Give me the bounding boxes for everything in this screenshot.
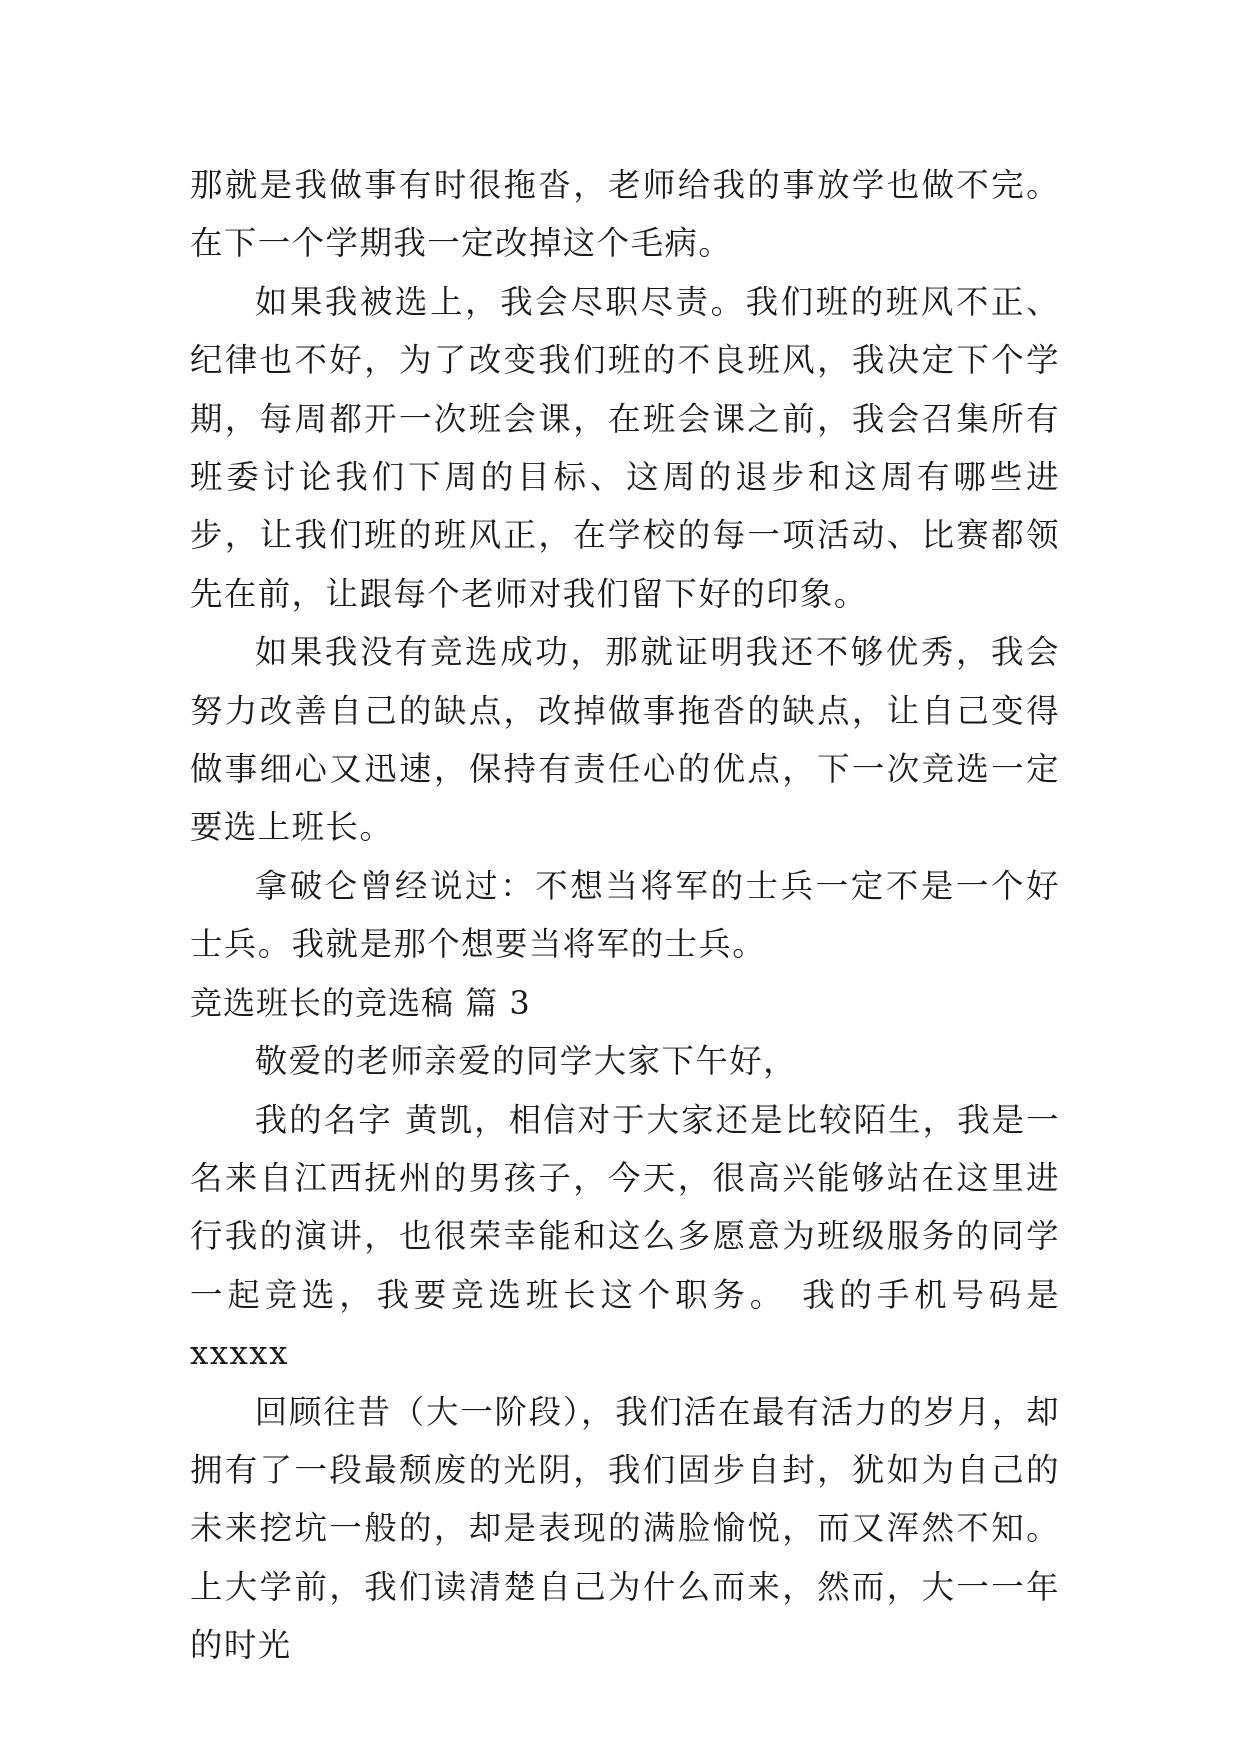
paragraph-7: 回顾往昔（大一阶段），我们活在最有活力的岁月，却拥有了一段最颓废的光阴，我们固步自封，犹如为自己的未来挖坑一般的，却是表现的满脸愉悦，而又浑然不知。上大学前，我们读清楚自己为什么而来，然而，大一一年的时光 (190, 1392, 1060, 1665)
document-body (190, 156, 1060, 1675)
paragraph-3: 如果我没有竞选成功，那就证明我还不够优秀，我会努力改善自己的缺点，改掉做事拖沓的缺点，让自己变得做事细心又迅速，保持有责任心的优点，下一次竞选一定要选上班长。 (190, 633, 1060, 847)
paragraph-4: 拿破仑曾经说过：不想当将军的士兵一定不是一个好士兵。我就是那个想要当将军的士兵。 (190, 866, 1060, 964)
paragraph-6: 我的名字 黄凯，相信对于大家还是比较陌生，我是一名来自江西抚州的男孩子，今天，很高兴能够站在这里进行我的演讲，也很荣幸能和这么多愿意为班级服务的同学一起竞选，我要竞选班长这个职务。 我的手机号码是 xxxxx (190, 1100, 1060, 1373)
section-heading: 竞选班长的竞选稿 篇 3 (190, 983, 531, 1022)
paragraph-1: 那就是我做事有时很拖沓，老师给我的事放学也做不完。在下一个学期我一定改掉这个毛病。 (190, 166, 1060, 263)
paragraph-2: 如果我被选上，我会尽职尽责。我们班的班风不正、纪律也不好，为了改变我们班的不良班风，我决定下个学期，每周都开一次班会课，在班会课之前，我会召集所有班委讨论我们下周的目标、这周的退步和这周有哪些进步，让我们班的班风正，在学校的每一项活动、比赛都领先在前，让跟每个老师对我们留下好的印象。 (190, 282, 1060, 613)
paragraph-5: 敬爱的老师亲爱的同学大家下午好， (254, 1042, 798, 1081)
